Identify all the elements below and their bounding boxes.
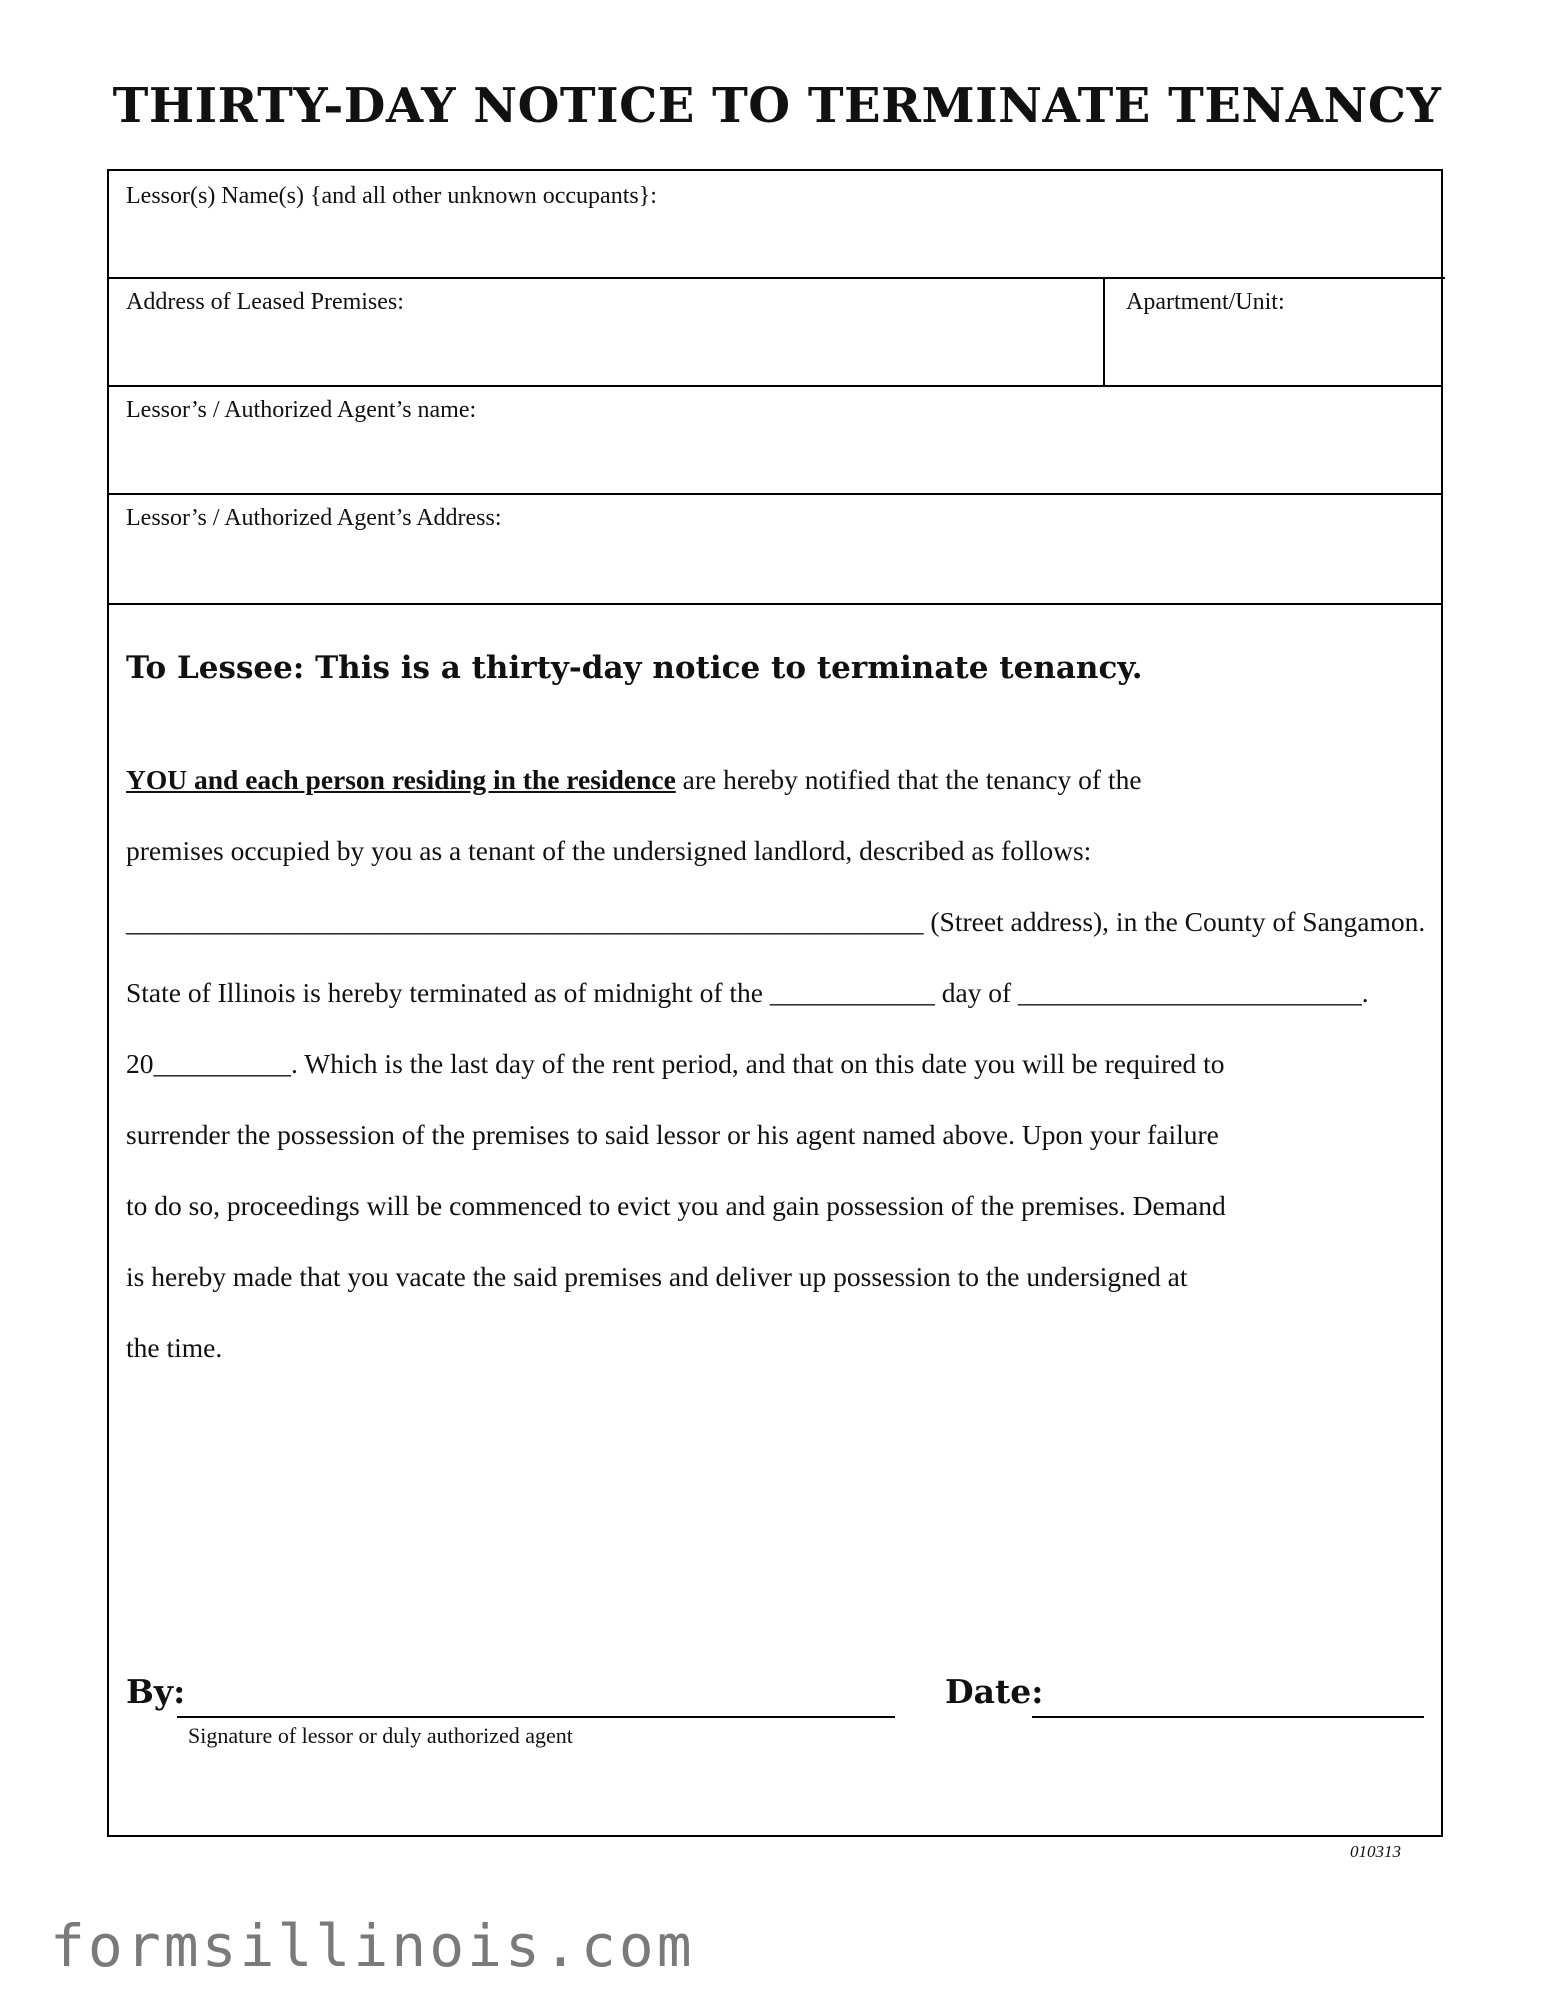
agent-address-label: Lessor’s / Authorized Agent’s Address: xyxy=(126,505,502,531)
notice-line-1-rest: are hereby notified that the tenancy of the xyxy=(675,764,1142,795)
lessor-names-row xyxy=(109,171,1445,279)
apartment-label: Apartment/Unit: xyxy=(1126,289,1285,315)
address-label: Address of Leased Premises: xyxy=(126,289,404,315)
notice-line-4: State of Illinois is hereby terminated as of midnight of the ____________ day of _________________________. xyxy=(126,977,1369,1008)
date-line[interactable] xyxy=(1032,1716,1424,1718)
agent-name-row xyxy=(109,387,1441,495)
signature-by-label: By: xyxy=(126,1672,186,1711)
notice-line-5: 20__________. Which is the last day of the rent period, and that on this date you will be required to xyxy=(126,1048,1225,1079)
watermark: formsillinois.com xyxy=(50,1912,695,1980)
notice-form xyxy=(107,169,1443,1837)
notice-line-2: premises occupied by you as a tenant of the undersigned landlord, described as follows: xyxy=(126,835,1092,866)
notice-line-1 xyxy=(126,764,1142,796)
address-row xyxy=(109,279,1441,387)
notice-line-8: is hereby made that you vacate the said premises and deliver up possession to the undersigned at xyxy=(126,1261,1188,1292)
notice-heading: To Lessee: This is a thirty-day notice to terminate tenancy. xyxy=(126,650,1143,686)
notice-intro-bold: YOU and each person residing in the residence xyxy=(126,764,676,795)
signature-caption: Signature of lessor or duly authorized agent xyxy=(188,1723,573,1748)
agent-name-label: Lessor’s / Authorized Agent’s name: xyxy=(126,397,477,423)
address-divider xyxy=(1103,279,1105,385)
lessor-names-label: Lessor(s) Name(s) {and all other unknown occupants}: xyxy=(126,183,657,209)
notice-line-3: __________________________________________________________ (Street address), in the County of Sangamon. xyxy=(126,906,1426,937)
notice-line-6: surrender the possession of the premises to said lessor or his agent named above. Upon your failure xyxy=(126,1119,1219,1150)
signature-line[interactable] xyxy=(177,1716,895,1718)
document-title: THIRTY-DAY NOTICE TO TERMINATE TENANCY xyxy=(112,78,1442,134)
notice-line-7: to do so, proceedings will be commenced to evict you and gain possession of the premises. Demand xyxy=(126,1190,1226,1221)
form-code: 010313 xyxy=(1350,1842,1401,1861)
notice-line-9: the time. xyxy=(126,1332,223,1363)
date-label: Date: xyxy=(945,1672,1044,1711)
agent-address-row xyxy=(109,495,1441,605)
